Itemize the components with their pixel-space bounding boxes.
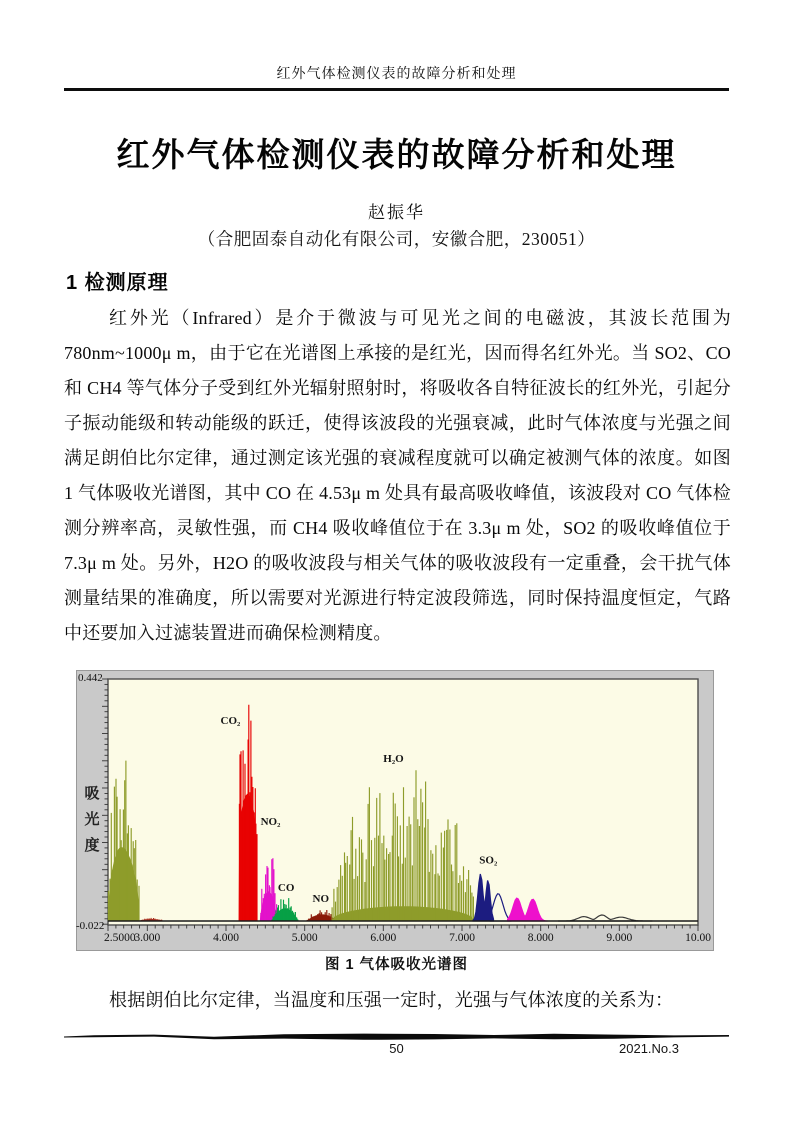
svg-text:光: 光 [84,812,100,828]
article-title: 红外气体检测仪表的故障分析和处理 [116,136,677,173]
svg-text:9.000: 9.000 [606,932,633,944]
svg-text:7.000: 7.000 [449,932,475,944]
header-rule [64,88,729,91]
author-affiliation: （合肥固泰自动化有限公司，安徽合肥，230051） [197,229,596,249]
body-paragraph-2: 根据朗伯比尔定律，当温度和压强一定时，光强与气体浓度的关系为： [109,990,674,1010]
svg-text:5.000: 5.000 [291,932,318,944]
svg-text:吸: 吸 [84,786,100,802]
page-number: 50 [389,1041,404,1056]
svg-text:3.000: 3.000 [134,932,161,944]
gas-absorption-spectrum-chart [76,670,714,951]
svg-text:CO₂: CO₂ [220,714,241,727]
svg-text:度: 度 [84,838,100,854]
section-heading: 1 检测原理 [66,272,169,294]
svg-text:SO₂: SO₂ [479,854,498,867]
body-paragraph-1: 红外光（Infrared）是介于微波与可见光之间的电磁波，其波长范围为 780nm~1000μ m，由于它在光谱图上承接的是红光，因而得名红外光。当 SO2、CO 和 CH4 等气体分子受到红外光辐射照射时，将吸收各自特征波长的红外光，引起分子振动能级和转动能级的跃迁，使得该波段的光强衰减，此时气体浓度与光强之间满足朗伯比尔定律，通过测定该光强的衰减程度就可以确定被测气体的浓度。如图 1 气体吸收光谱图，其中 CO 在 4.53μ m 处具有最高吸收峰值，该波段对 CO 气体检测分辨率高，灵敏性强，而 CH4 吸收峰值位于在 3.3μ m 处，SO2 的吸收峰值位于 7.3μ m 处。另外，H2O 的吸收波段与相关气体的吸收波段有一定重叠，会干扰气体测量结果的准确度，所以需要对光源进行特定波段筛选，同时保持温度恒定，气路中还要加入过滤装置进而确保检测精度。 [64,308,731,643]
svg-text:H₂O: H₂O [383,753,404,766]
figure-1 [76,670,714,951]
svg-text:2.5000: 2.5000 [104,932,136,944]
svg-text:10.00: 10.00 [685,932,711,944]
svg-text:NO₂: NO₂ [260,816,281,829]
figure-caption: 图 1 气体吸收光谱图 [324,957,469,973]
svg-text:CO: CO [277,881,295,894]
svg-text:0.442: 0.442 [78,672,103,684]
author-name: 赵振华 [368,203,425,222]
footer-rule [64,1032,729,1041]
svg-text:6.000: 6.000 [370,932,397,944]
svg-text:4.000: 4.000 [213,932,239,944]
svg-text:8.000: 8.000 [527,932,554,944]
svg-text:-0.022: -0.022 [76,920,105,932]
running-head: 红外气体检测仪表的故障分析和处理 [276,67,517,82]
issue-label: 2021.No.3 [619,1041,679,1056]
svg-text:NO: NO [312,892,329,905]
